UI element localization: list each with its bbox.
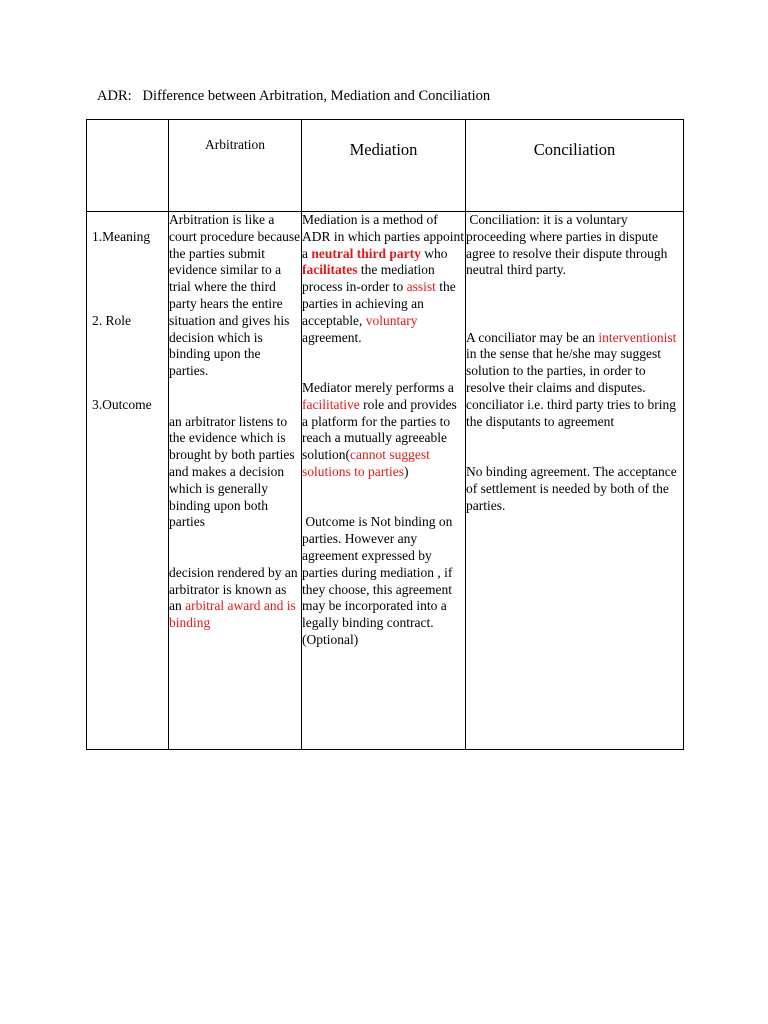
document-title: ADR: Difference between Arbitration, Mediation and Conciliation — [97, 88, 491, 104]
conciliation-role-text-2: in the sense that he/she may suggest solution to the parties, in order to resolve their claims and disputes. conciliator i.e. third party tries to bring the disputants to agreement — [466, 346, 676, 429]
mediation-highlight-facilitates: facilitates — [302, 262, 358, 278]
arbitration-outcome-text: decision rendered by an arbitrator is known as an — [169, 564, 298, 614]
header-empty-cell — [87, 120, 169, 212]
mediation-cell — [302, 212, 466, 750]
mediation-meaning-text-3: the mediation process in-order to — [302, 262, 435, 295]
conciliation-cell — [466, 212, 684, 750]
mediation-highlight-voluntary: voluntary — [365, 312, 418, 328]
row-label-outcome: 3.Outcome — [92, 397, 152, 412]
header-mediation: Mediation — [302, 120, 466, 212]
header-arbitration: Arbitration — [169, 120, 302, 212]
conciliation-meaning: Conciliation: it is a voluntary proceeding where parties in dispute agree to resolve their dispute through neutral third party. — [466, 212, 671, 278]
mediation-role-text-2: role and provides a platform for the parties to reach a mutually agreeable solution( — [302, 396, 457, 463]
arbitration-outcome — [169, 565, 301, 632]
content-row — [87, 212, 684, 750]
mediation-meaning — [302, 212, 465, 346]
conciliation-role — [466, 330, 683, 431]
mediation-meaning-text-4: the parties in achieving an acceptable, — [302, 279, 456, 328]
conciliation-outcome: No binding agreement. The acceptance of settlement is needed by both of the parties. — [466, 463, 677, 513]
arbitration-cell — [169, 212, 302, 750]
mediation-meaning-text-5: agreement. — [302, 329, 362, 345]
mediation-meaning-text-1: Mediation is a method of ADR in which parties appoint a — [302, 212, 464, 261]
mediation-highlight-cannot-suggest: cannot suggest solutions to parties — [302, 447, 430, 479]
row-labels-cell — [87, 212, 169, 750]
row-label-meaning: 1.Meaning — [92, 229, 151, 244]
header-row — [87, 120, 684, 212]
mediation-role — [302, 380, 465, 481]
arbitration-meaning: Arbitration is like a court procedure because the parties submit evidence similar to a trial where the third party hears the entire situation and gives his decision which is binding upon the parties. — [169, 212, 301, 379]
arbitration-outcome-highlight: arbitral award and is binding — [169, 598, 296, 631]
comparison-table — [86, 119, 684, 750]
conciliation-highlight-interventionist: interventionist — [598, 329, 677, 345]
conciliation-role-text-1: A conciliator may be an — [466, 329, 595, 345]
header-conciliation: Conciliation — [466, 120, 684, 212]
mediation-highlight-neutral-third-party: neutral third party — [311, 245, 421, 261]
arbitration-role: an arbitrator listens to the evidence which is brought by both parties and makes a decision which is generally binding upon both parties — [169, 413, 295, 530]
mediation-highlight-facilitative: facilitative — [302, 396, 360, 412]
mediation-role-text-3: ) — [404, 463, 409, 479]
mediation-role-text-1: Mediator merely performs a — [302, 379, 454, 395]
mediation-outcome: Outcome is Not binding on parties. However any agreement expressed by parties during mediation , if they choose, this agreement may be incorporated into a legally binding contract.(Optional) — [302, 514, 459, 647]
mediation-highlight-assist: assist — [406, 279, 436, 295]
row-label-role: 2. Role — [92, 313, 131, 328]
mediation-meaning-text-2: who — [424, 245, 448, 261]
